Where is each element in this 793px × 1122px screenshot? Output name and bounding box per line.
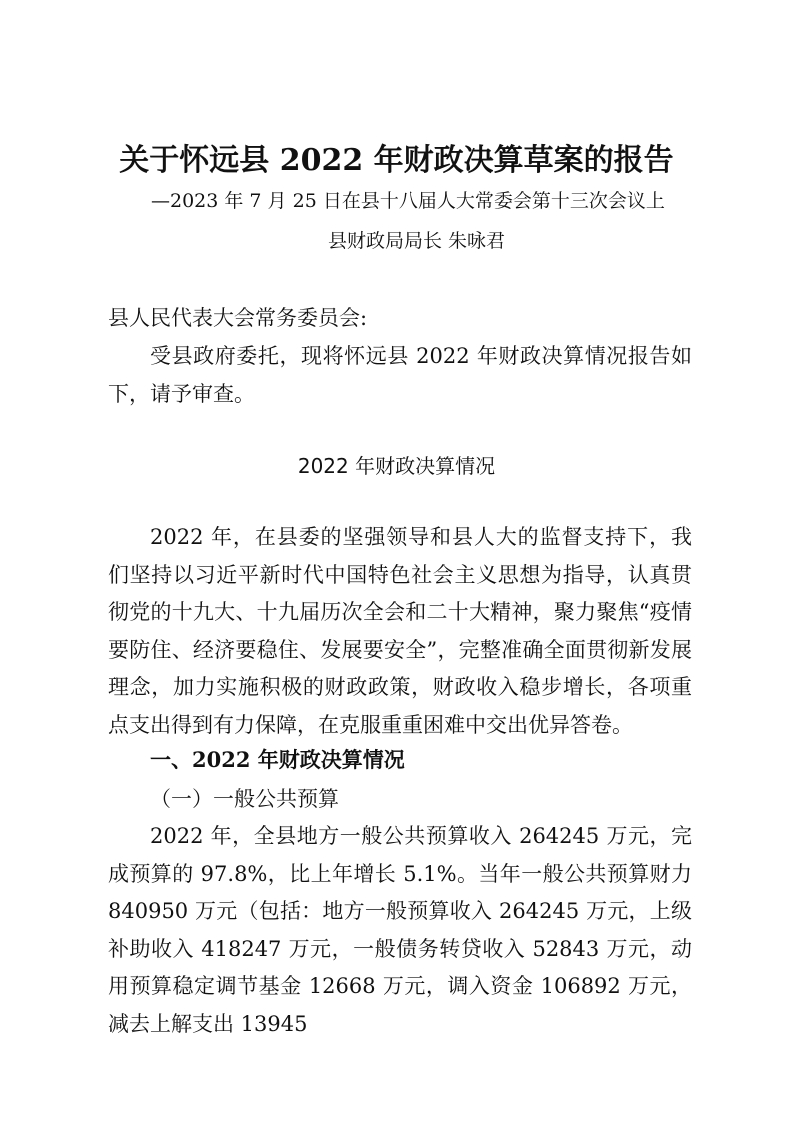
salutation: 县人民代表大会常务委员会:: [108, 306, 368, 330]
document-title: 关于怀远县 2022 年财政决算草案的报告: [119, 143, 674, 178]
heading-level-2: （一）一般公共预算: [150, 787, 339, 811]
document-author: 县财政局局长 朱咏君: [327, 230, 506, 252]
paragraph-general-budget: 2022 年，全县地方一般公共预算收入 264245 万元，完成预算的 97.8%，比上年增长 5.1%。当年一般公共预算财力 840950 万元（包括：地方一般预算收入 264245 万元，上级补助收入 418247 万元，一般债务转贷收入 52843 万元，动用预算稳定调节基金 12668 万元，调入资金 106892 万元，减去上解支出 13945: [108, 824, 692, 1036]
paragraph-overview: 2022 年，在县委的坚强领导和县人大的监督支持下，我们坚持以习近平新时代中国特色社会主义思想为指导，认真贯彻党的十九大、十九届历次全会和二十大精神，聚力聚焦“疫情要防住、经济要稳住、发展要安全”，完整准确全面贯彻新发展理念，加力实施积极的财政政策，财政收入稳步增长，各项重点支出得到有力保障，在克服重重困难中交出优异答卷。: [108, 525, 692, 737]
document-subtitle: —2023 年 7 月 25 日在县十八届人大常委会第十三次会议上: [151, 190, 665, 212]
section-heading: 2022 年财政决算情况: [297, 454, 496, 478]
heading-level-1: 一、2022 年财政决算情况: [150, 747, 405, 772]
intro-paragraph: 受县政府委托，现将怀远县 2022 年财政决算情况报告如下，请予审查。: [108, 344, 692, 406]
